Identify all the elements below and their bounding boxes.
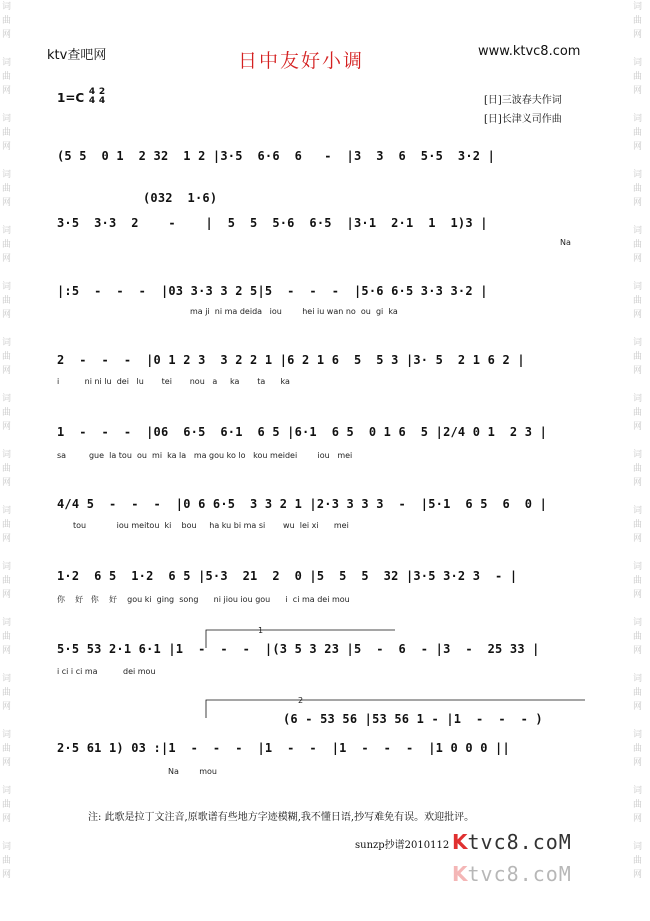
watermark-glyph: 网 <box>633 478 643 488</box>
watermark-glyph: 曲 <box>633 408 643 418</box>
watermark-glyph: 网 <box>633 534 643 544</box>
watermark-glyph: 曲 <box>633 576 643 586</box>
watermark-glyph: 网 <box>633 702 643 712</box>
watermark-glyph: 网 <box>2 86 12 96</box>
watermark-glyph: 曲 <box>633 16 643 26</box>
watermark-glyph: 网 <box>2 590 12 600</box>
watermark-glyph: 曲 <box>2 576 12 586</box>
watermark-glyph: 网 <box>633 366 643 376</box>
watermark-glyph: 网 <box>633 254 643 264</box>
watermark-glyph: 曲 <box>2 296 12 306</box>
watermark-glyph: 曲 <box>2 240 12 250</box>
lyrics-line-7: 你 好 你 好 gou ki ging song ni jiou iou gou i ci ma dei mou <box>57 595 350 604</box>
watermark-glyph: 曲 <box>2 632 12 642</box>
watermark-glyph: 曲 <box>633 72 643 82</box>
watermark-glyph: 曲 <box>633 184 643 194</box>
watermark-glyph: 词 <box>2 226 12 236</box>
watermark-glyph: 网 <box>633 814 643 824</box>
watermark-glyph: 曲 <box>2 128 12 138</box>
lyricist-credit: [日]三波春夫作词 <box>484 95 562 106</box>
watermark-glyph: 曲 <box>633 856 643 866</box>
watermark-glyph: 网 <box>2 254 12 264</box>
watermark-glyph: 词 <box>2 842 12 852</box>
key-signature: 1=C <box>57 91 85 105</box>
watermark-glyph: 曲 <box>2 688 12 698</box>
watermark-glyph: 词 <box>633 562 643 572</box>
lyrics-line-3: ma ji ni ma deida iou hei iu wan no ou gi ka <box>190 307 398 316</box>
watermark-glyph: 词 <box>633 170 643 180</box>
watermark-glyph: 词 <box>2 450 12 460</box>
score-line-9-interlude: (6 - 53 56 |53 56 1 - |1 - - - ) <box>283 712 543 726</box>
watermark-glyph: 词 <box>2 170 12 180</box>
watermark-glyph: 曲 <box>2 72 12 82</box>
lyrics-line-8: i ci i ci ma dei mou <box>57 667 156 676</box>
watermark-glyph: 词 <box>2 114 12 124</box>
score-line-4: 2 - - - |0 1 2 3 3 2 2 1 |6 2 1 6 5 5 3 |3· 5 2 1 6 2 | <box>57 353 525 367</box>
watermark-glyph: 曲 <box>633 744 643 754</box>
lyrics-line-6: tou iou meitou ki bou ha ku bi ma si wu lei xi mei <box>73 521 349 530</box>
watermark-glyph: 词 <box>633 786 643 796</box>
watermark-glyph: 词 <box>633 394 643 404</box>
watermark-glyph: 网 <box>2 198 12 208</box>
ktvc8-logo: Ktvc8.coM <box>452 830 572 854</box>
watermark-glyph: 词 <box>633 282 643 292</box>
score-line-2-intro: (032 1·6) <box>143 191 218 205</box>
composer-credit: [日]长津义司作曲 <box>484 114 562 125</box>
watermark-glyph: 曲 <box>2 856 12 866</box>
lyrics-line-5: sa gue la tou ou mi ka la ma gou ko lo kou meidei iou mei <box>57 451 353 460</box>
watermark-glyph: 词 <box>2 2 12 12</box>
watermark-glyph: 词 <box>2 618 12 628</box>
watermark-glyph: 词 <box>633 842 643 852</box>
footer-note: 注: 此歌是拉丁文注音,原歌谱有些地方字迹模糊,我不懂日语,抄写难免有误。欢迎批评。 <box>88 812 475 823</box>
watermark-glyph: 曲 <box>633 800 643 810</box>
watermark-glyph: 词 <box>633 618 643 628</box>
score-line-7: 1·2 6 5 1·2 6 5 |5·3 21 2 0 |5 5 5 32 |3·5 3·2 3 - | <box>57 569 518 583</box>
score-line-1: (5 5 0 1 2 32 1 2 |3·5 6·6 6 - |3 3 6 5·5 3·2 | <box>57 149 496 163</box>
volta-1-label: 1 <box>258 626 264 635</box>
watermark-glyph: 网 <box>633 758 643 768</box>
watermark-glyph: 词 <box>633 450 643 460</box>
watermark-glyph: 曲 <box>633 128 643 138</box>
watermark-glyph: 网 <box>2 30 12 40</box>
watermark-glyph: 词 <box>633 506 643 516</box>
watermark-glyph: 网 <box>633 310 643 320</box>
watermark-glyph: 网 <box>633 86 643 96</box>
watermark-glyph: 网 <box>2 758 12 768</box>
ktvc8-logo-reflection: Ktvc8.coM <box>452 862 572 886</box>
watermark-glyph: 词 <box>2 58 12 68</box>
watermark-glyph: 曲 <box>633 296 643 306</box>
watermark-glyph: 曲 <box>2 16 12 26</box>
score-line-10: 2·5 61 1) 03 :|1 - - - |1 - - |1 - - - |1 0 0 0 || <box>57 741 510 755</box>
volta-2-label: 2 <box>298 696 304 705</box>
site-url: www.ktvc8.com <box>478 44 581 59</box>
score-line-5: 1 - - - |06 6·5 6·1 6 5 |6·1 6 5 0 1 6 5 |2/4 0 1 2 3 | <box>57 425 548 439</box>
lyrics-line-4: i ni ni lu dei lu tei nou a ka ta ka <box>57 377 290 386</box>
watermark-glyph: 词 <box>633 58 643 68</box>
watermark-glyph: 网 <box>2 422 12 432</box>
watermark-glyph: 网 <box>2 646 12 656</box>
watermark-glyph: 词 <box>2 394 12 404</box>
watermark-glyph: 网 <box>2 702 12 712</box>
watermark-glyph: 曲 <box>2 800 12 810</box>
watermark-glyph: 曲 <box>2 352 12 362</box>
watermark-glyph: 曲 <box>2 464 12 474</box>
watermark-glyph: 词 <box>2 674 12 684</box>
watermark-glyph: 词 <box>2 282 12 292</box>
site-name-left: ktv查吧网 <box>47 48 107 63</box>
watermark-glyph: 词 <box>2 506 12 516</box>
copyist-credit: sunzp抄谱2010112 <box>355 840 450 851</box>
watermark-glyph: 曲 <box>2 744 12 754</box>
watermark-glyph: 网 <box>2 142 12 152</box>
watermark-glyph: 曲 <box>633 464 643 474</box>
meter-a: 4 4 <box>88 87 96 106</box>
lyrics-line-2: Na <box>560 238 571 247</box>
watermark-glyph: 网 <box>2 534 12 544</box>
watermark-glyph: 曲 <box>633 352 643 362</box>
score-line-6: 4/4 5 - - - |0 6 6·5 3 3 2 1 |2·3 3 3 3 - |5·1 6 5 6 0 | <box>57 497 548 511</box>
watermark-glyph: 网 <box>633 30 643 40</box>
watermark-glyph: 词 <box>633 114 643 124</box>
score-line-2: 3·5 3·3 2 - | 5 5 5·6 6·5 |3·1 2·1 1 1)3 | <box>57 216 488 230</box>
watermark-glyph: 网 <box>633 646 643 656</box>
watermark-glyph: 曲 <box>633 688 643 698</box>
watermark-glyph: 词 <box>2 338 12 348</box>
watermark-glyph: 网 <box>633 870 643 880</box>
watermark-glyph: 网 <box>633 590 643 600</box>
watermark-glyph: 词 <box>633 226 643 236</box>
score-line-8: 5·5 53 2·1 6·1 |1 - - - |(3 5 3 23 |5 - 6 - |3 - 25 33 | <box>57 642 540 656</box>
watermark-glyph: 词 <box>633 674 643 684</box>
watermark-glyph: 网 <box>633 422 643 432</box>
song-title: 日中友好小调 <box>238 50 365 72</box>
watermark-glyph: 网 <box>2 310 12 320</box>
watermark-glyph: 网 <box>633 142 643 152</box>
watermark-glyph: 曲 <box>633 520 643 530</box>
watermark-glyph: 曲 <box>2 408 12 418</box>
meter-b: 2 4 <box>98 87 106 106</box>
watermark-glyph: 词 <box>2 730 12 740</box>
watermark-glyph: 曲 <box>633 240 643 250</box>
watermark-glyph: 网 <box>2 366 12 376</box>
watermark-glyph: 网 <box>633 198 643 208</box>
watermark-glyph: 词 <box>2 562 12 572</box>
lyrics-line-10: Na mou <box>168 767 217 776</box>
watermark-glyph: 网 <box>2 478 12 488</box>
score-line-3: |:5 - - - |03 3·3 3 2 5|5 - - - |5·6 6·5 3·3 3·2 | <box>57 284 488 298</box>
watermark-glyph: 曲 <box>633 632 643 642</box>
watermark-glyph: 词 <box>633 2 643 12</box>
watermark-glyph: 词 <box>633 730 643 740</box>
watermark-glyph: 曲 <box>2 184 12 194</box>
watermark-glyph: 网 <box>2 870 12 880</box>
watermark-glyph: 网 <box>2 814 12 824</box>
watermark-glyph: 曲 <box>2 520 12 530</box>
watermark-glyph: 词 <box>2 786 12 796</box>
watermark-glyph: 词 <box>633 338 643 348</box>
